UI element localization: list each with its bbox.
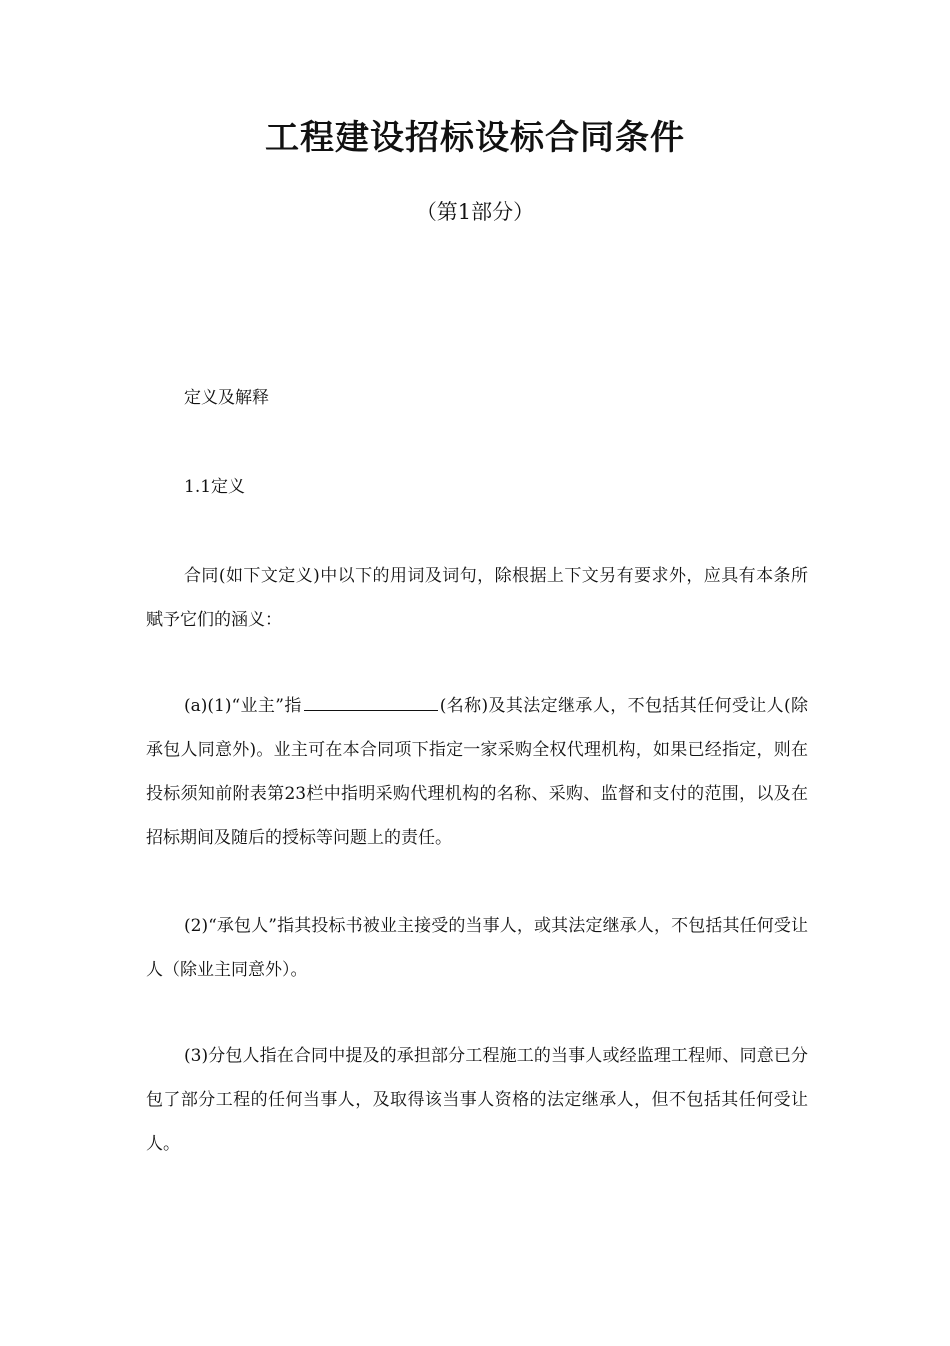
clause-a1-body-text: (名称)及其法定继承人，不包括其任何受让人(除承包人同意外)。业主可在本合同项下指定一家采购全权代理机构，如果已经指定，则在投标须知前附表第23栏中指明采购代理机构的名称、采购、监督和支付的范围，以及在招标期间及随后的授标等问题上的责任。 bbox=[146, 696, 808, 848]
intro-paragraph: 合同(如下文定义)中以下的用词及词句，除根据上下文另有要求外，应具有本条所赋予它们的涵义： bbox=[146, 566, 808, 630]
clause-3-paragraph: (3)分包人指在合同中提及的承担部分工程施工的当事人或经监理工程师、同意已分包了部分工程的任何当事人，及取得该当事人资格的法定继承人，但不包括其任何受让人。 bbox=[146, 1046, 808, 1154]
clause-2-paragraph: (2)“承包人”指其投标书被业主接受的当事人，或其法定继承人，不包括其任何受让人（除业主同意外）。 bbox=[146, 916, 808, 980]
document-title: 工程建设招标设标合同条件 bbox=[265, 118, 685, 158]
section-heading: 定义及解释 bbox=[184, 388, 269, 408]
document-subtitle: （第1部分） bbox=[415, 200, 535, 224]
owner-name-blank-line bbox=[304, 692, 438, 711]
subsection-heading: 1.1定义 bbox=[184, 477, 246, 497]
clause-a1-paragraph bbox=[146, 684, 808, 860]
clause-a1-lead-text: (a)(1)“业主”指 bbox=[184, 696, 302, 716]
